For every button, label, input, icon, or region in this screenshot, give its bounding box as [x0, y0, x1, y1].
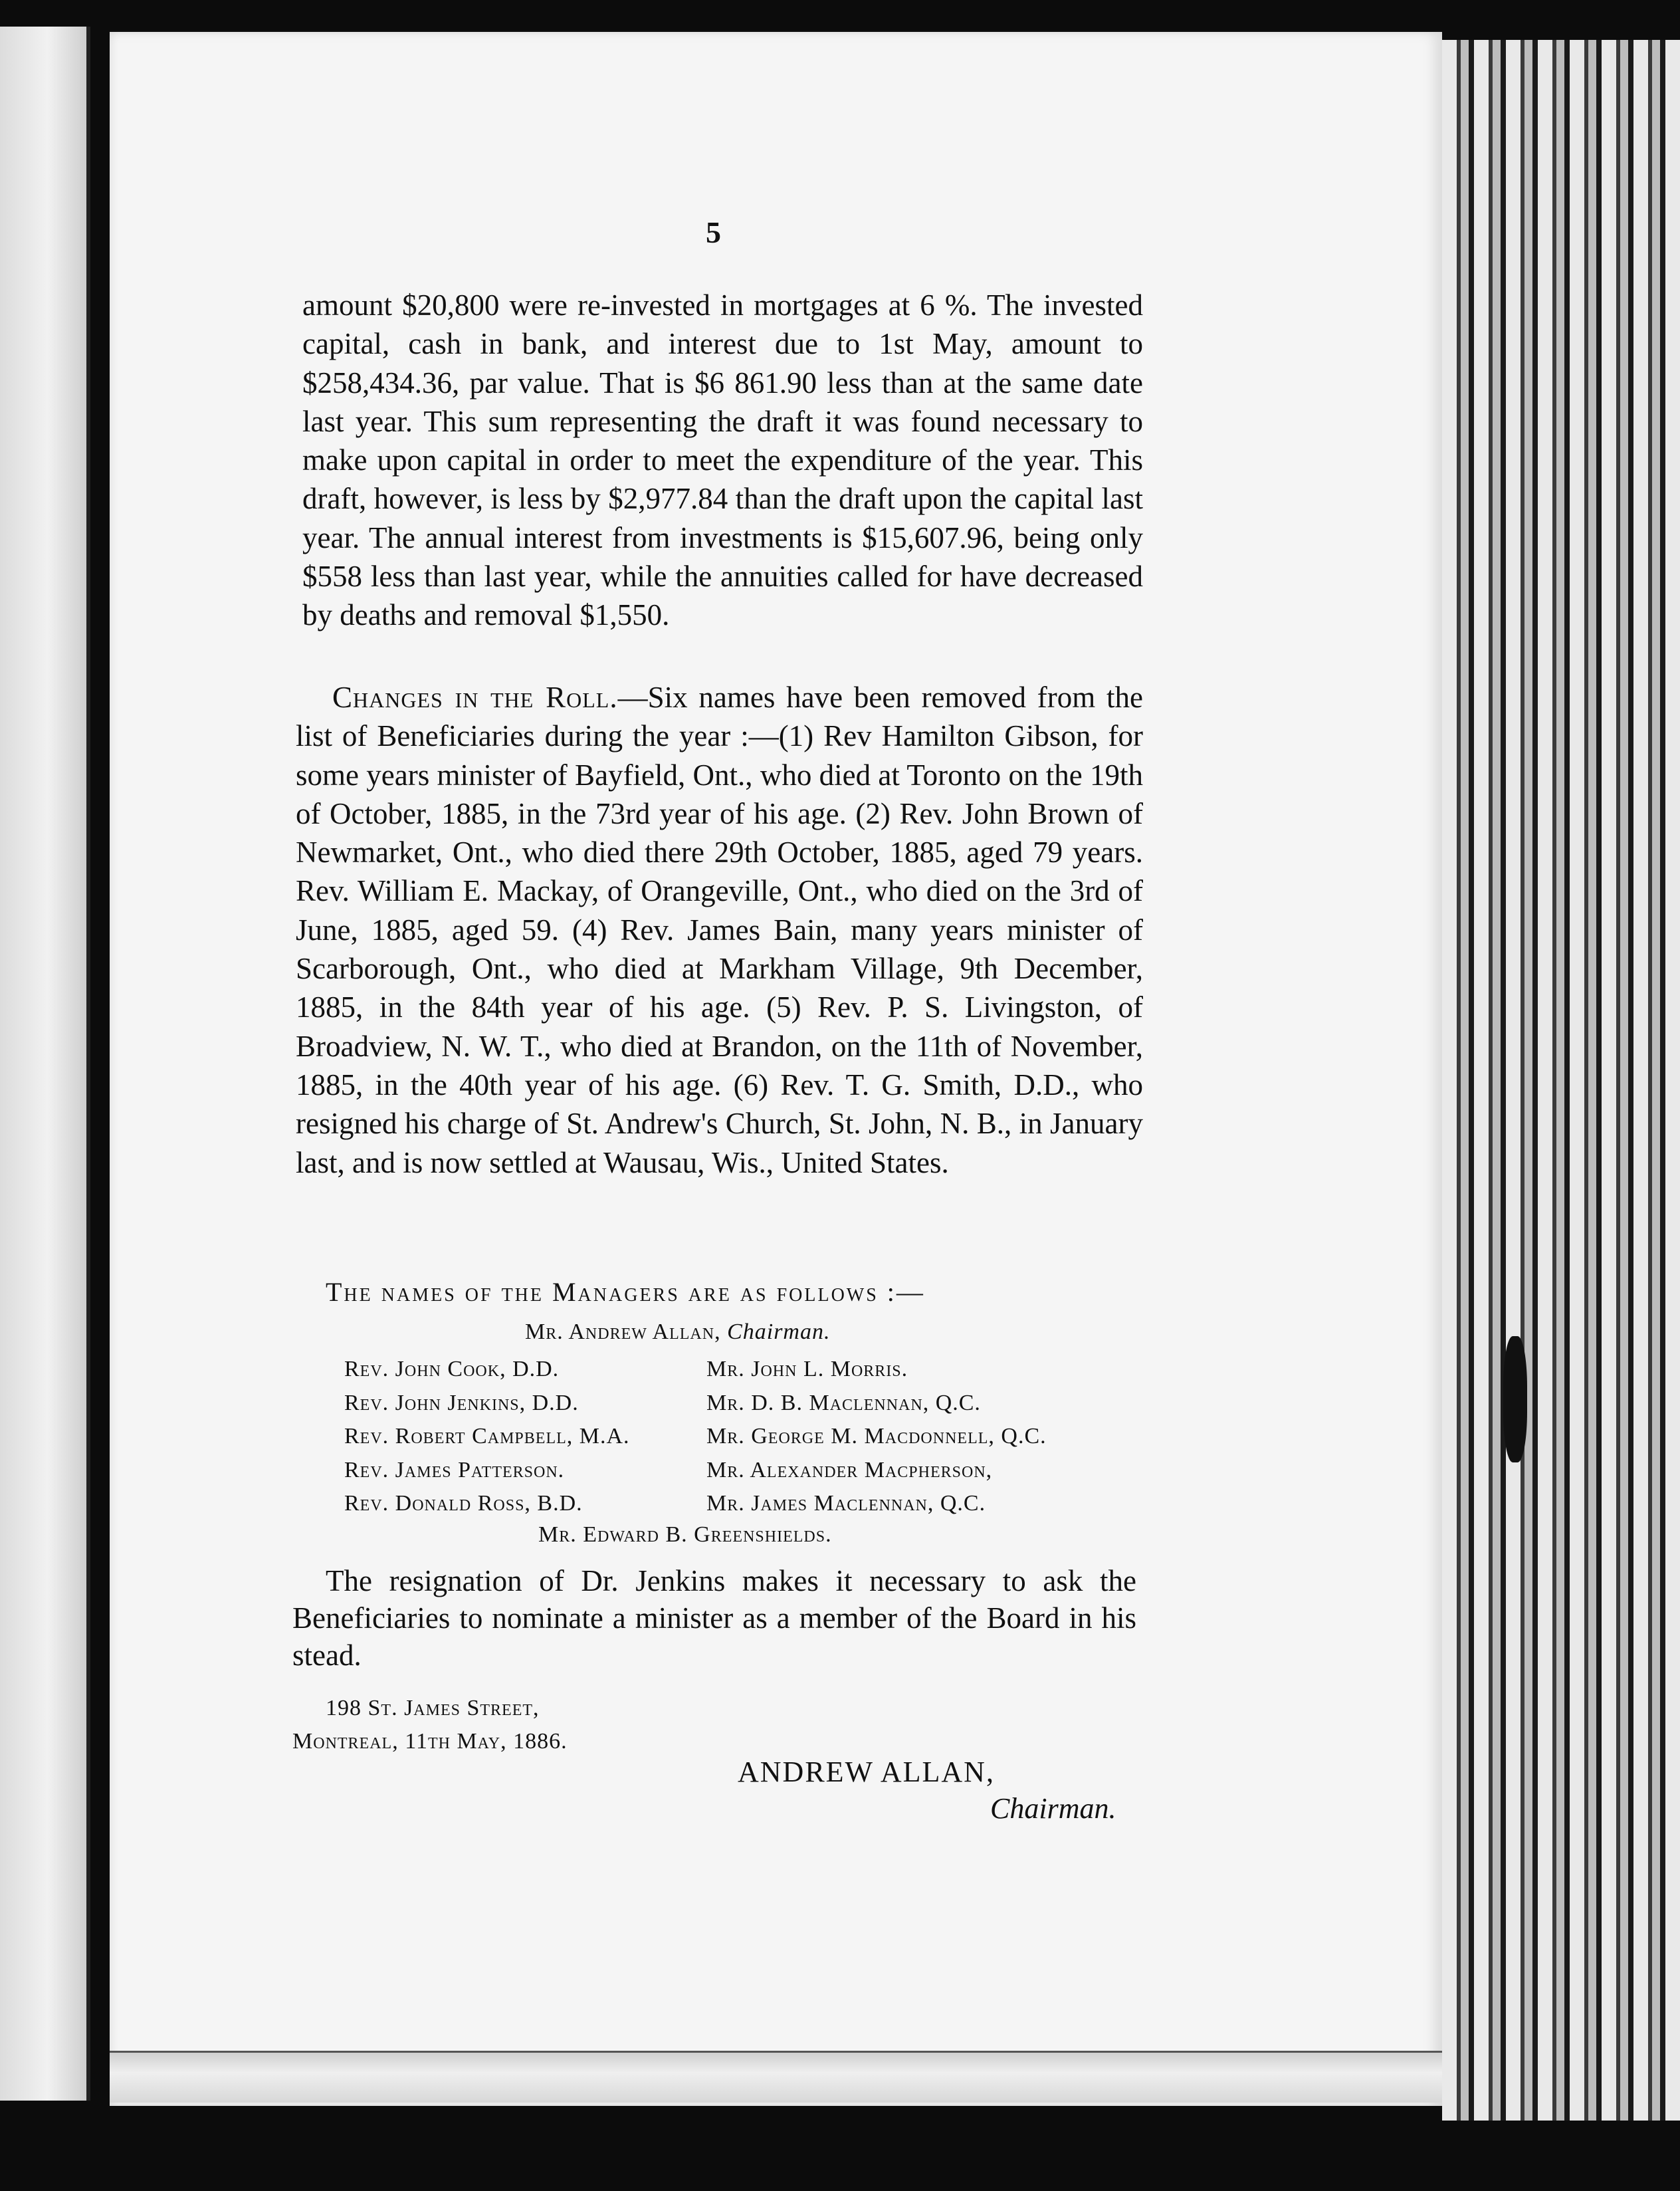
- changes-heading: Changes in the Roll.: [332, 681, 618, 714]
- manager-entry: Rev. John Jenkins, D.D.: [344, 1390, 579, 1415]
- manager-entry: Rev. John Cook, D.D.: [344, 1357, 560, 1381]
- managers-chairman: [525, 1320, 831, 1345]
- page-bottom-edge: [110, 2051, 1469, 2103]
- paragraph-resignation: The resignation of Dr. Jenkins makes it necessary to ask the Beneficiaries to nominate a minister as a member of the Board in his stead.: [292, 1564, 1136, 1672]
- changes-text: —Six names have been removed from the list of Beneficiaries during the year :—(1) Rev Hamilton Gibson, for some years minister of Bayfield, Ont., who died at Toronto on the 19th of October, 1885, in the 73rd year of his age. (2) Rev. John Brown of Newmarket, Ont., who died there 29th October, 1885, aged 79 years. Rev. William E. Mackay, of Orangeville, Ont., who died on the 3rd of June, 1885, aged 59. (4) Rev. James Bain, many years minister of Scarborough, Ont., who died at Markham Village, 9th December, 1885, in the 84th year of his age. (5) Rev. P. S. Livingston, of Broadview, N. W. T., who died at Brandon, on the 11th of November, 1885, in the 40th year of his age. (6) Rev. T. G. Smith, D.D., who resigned his charge of St. Andrew's Church, St. John, N. B., in January last, and is now settled at Wausau, Wis., United States.: [296, 681, 1144, 1179]
- managers-right-column: [706, 1353, 1047, 1521]
- manager-entry: Mr. Alexander Macpherson,: [706, 1457, 993, 1482]
- manager-entry: Mr. George M. Macdonnell, Q.C.: [706, 1424, 1047, 1448]
- signature-name: ANDREW ALLAN,: [738, 1756, 995, 1788]
- left-page-edge: [0, 27, 90, 2101]
- manager-entry: Mr. D. B. Maclennan, Q.C.: [706, 1390, 981, 1415]
- managers-left-column: [344, 1353, 630, 1521]
- stacked-page-edges: [1442, 40, 1680, 2121]
- signature-title: Chairman.: [990, 1792, 1116, 1825]
- manager-entry: Mr. James Maclennan, Q.C.: [706, 1491, 986, 1516]
- page-number: 5: [706, 215, 721, 249]
- chairman-name: Mr. Andrew Allan,: [525, 1320, 721, 1344]
- manager-entry-last: Mr. Edward B. Greenshields.: [538, 1522, 832, 1547]
- chairman-role: Chairman.: [727, 1320, 831, 1344]
- manager-entry: Rev. Robert Campbell, M.A.: [344, 1424, 630, 1448]
- manager-entry: Rev. James Patterson.: [344, 1457, 565, 1482]
- manager-entry: Rev. Donald Ross, B.D.: [344, 1491, 583, 1516]
- address-block: [292, 1692, 568, 1758]
- address-street: 198 St. James Street,: [326, 1696, 540, 1720]
- manager-entry: Mr. John L. Morris.: [706, 1357, 908, 1381]
- paragraph-changes-in-roll: [296, 678, 1143, 1182]
- paragraph-finances: amount $20,800 were re-invested in mortgages at 6 %. The invested capital, cash in bank, and interest due to 1st May, amount to $258,434.36, par value. That is $6 861.90 less than at the same date last year. This sum representing the draft it was found necessary to make upon capital in order to meet the expenditure of the year. This draft, however, is less by $2,977.84 than the draft upon the capital last year. The annual interest from investments is $15,607.96, being only $558 less than last year, while the annuities called for have decreased by deaths and removal $1,550.: [302, 288, 1143, 632]
- address-date: Montreal, 11th May, 1886.: [292, 1729, 568, 1754]
- managers-heading: The names of the Managers are as follows :—: [326, 1277, 925, 1307]
- binding-mark: [1503, 1336, 1527, 1462]
